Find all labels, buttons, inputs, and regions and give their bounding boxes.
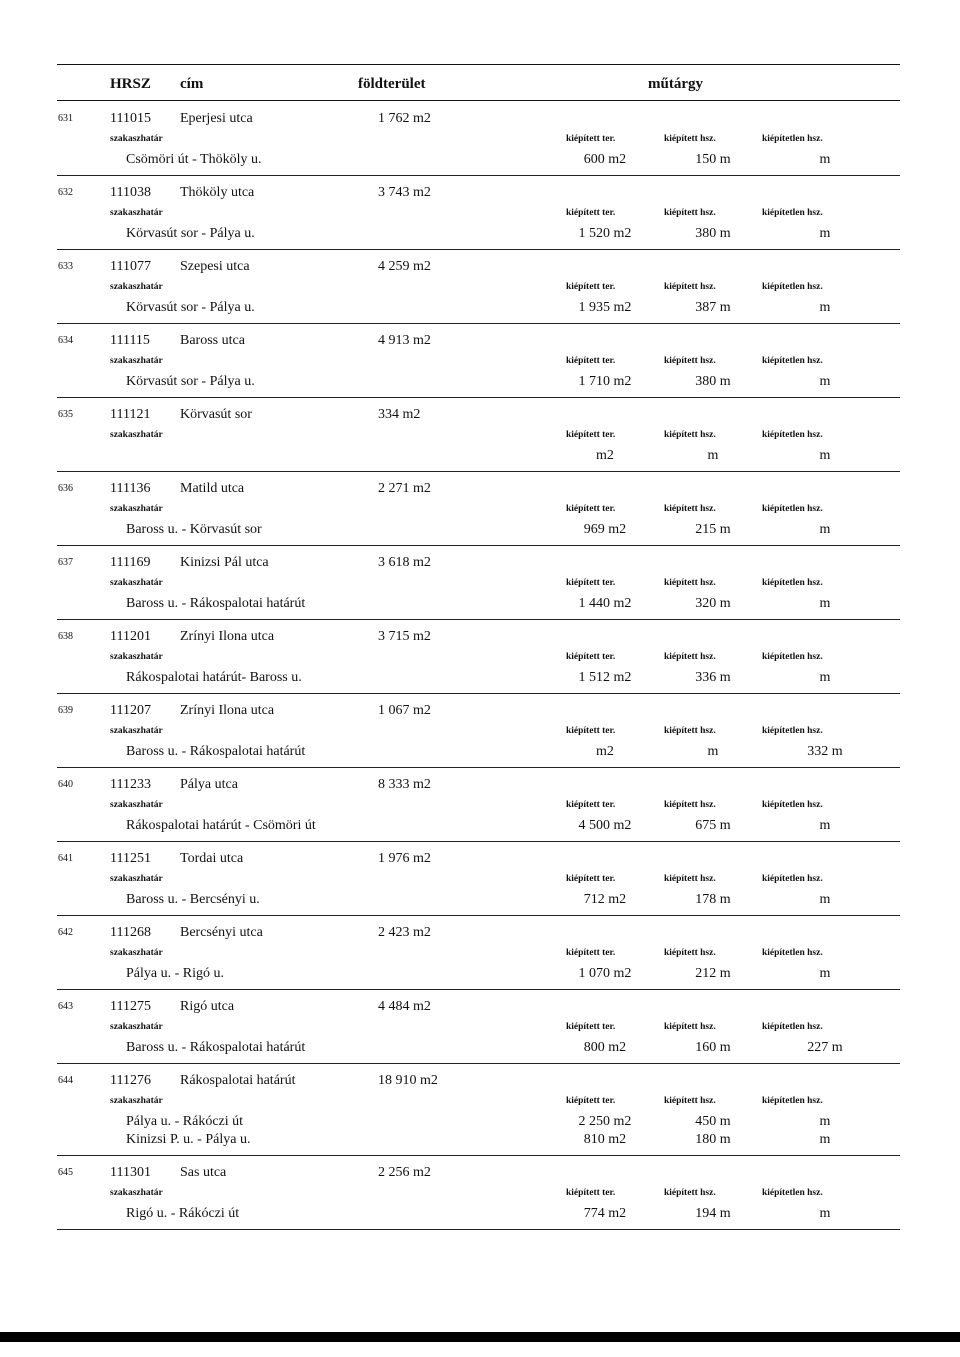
segment-kiepitett-ter: 810 m2 bbox=[583, 1132, 627, 1147]
szakaszhatar-label: szakaszhatár bbox=[110, 356, 163, 366]
record-number: 641 bbox=[58, 853, 73, 864]
segment-kiepitett-hsz: 178 m bbox=[695, 892, 731, 907]
record-number: 645 bbox=[58, 1167, 73, 1178]
record-rule bbox=[57, 619, 900, 620]
record-number: 639 bbox=[58, 705, 73, 716]
segment-kiepitett-ter: 1 070 m2 bbox=[578, 966, 632, 981]
header-hrsz: HRSZ bbox=[110, 76, 151, 92]
segment-kiepitett-ter: 2 250 m2 bbox=[578, 1114, 632, 1129]
kiepitett-ter-label: kiépített ter. bbox=[566, 1188, 616, 1198]
record-street: Kinizsi Pál utca bbox=[180, 555, 269, 570]
kiepitetlen-hsz-label: kiépítetlen hsz. bbox=[762, 282, 823, 292]
segment-text: Körvasút sor - Pálya u. bbox=[126, 374, 255, 389]
segment-kiepitett-hsz: 380 m bbox=[695, 374, 731, 389]
segment-kiepitett-hsz: 336 m bbox=[695, 670, 731, 685]
record-rule bbox=[57, 545, 900, 546]
record-rule bbox=[57, 1155, 900, 1156]
record-rule bbox=[57, 1229, 900, 1230]
kiepitett-ter-label: kiépített ter. bbox=[566, 800, 616, 810]
record-hrsz: 111136 bbox=[110, 481, 151, 496]
segment-row bbox=[0, 1114, 960, 1132]
record-rule bbox=[57, 397, 900, 398]
segment-kiepitett-hsz: 320 m bbox=[695, 596, 731, 611]
segment-text: Körvasút sor - Pálya u. bbox=[126, 300, 255, 315]
kiepitett-hsz-label: kiépített hsz. bbox=[664, 874, 716, 884]
segment-kiepitett-hsz: m bbox=[707, 744, 719, 759]
segment-kiepitett-ter: 1 440 m2 bbox=[578, 596, 632, 611]
record-number: 631 bbox=[58, 113, 73, 124]
segment-text: Kinizsi P. u. - Pálya u. bbox=[126, 1132, 251, 1147]
record-street: Bercsényi utca bbox=[180, 925, 263, 940]
record-number: 638 bbox=[58, 631, 73, 642]
kiepitett-hsz-label: kiépített hsz. bbox=[664, 948, 716, 958]
record-row bbox=[0, 702, 960, 776]
kiepitett-hsz-label: kiépített hsz. bbox=[664, 356, 716, 366]
record-hrsz: 111207 bbox=[110, 703, 151, 718]
segment-kiepitetlen-hsz: m bbox=[819, 1114, 831, 1129]
record-hrsz: 111015 bbox=[110, 111, 151, 126]
segment-kiepitett-ter: 774 m2 bbox=[583, 1206, 627, 1221]
record-rule bbox=[57, 323, 900, 324]
segment-kiepitett-hsz: 180 m bbox=[695, 1132, 731, 1147]
kiepitetlen-hsz-label: kiépítetlen hsz. bbox=[762, 1022, 823, 1032]
szakaszhatar-label: szakaszhatár bbox=[110, 1188, 163, 1198]
record-row bbox=[0, 1072, 960, 1164]
kiepitett-hsz-label: kiépített hsz. bbox=[664, 652, 716, 662]
szakaszhatar-label: szakaszhatár bbox=[110, 1096, 163, 1106]
segment-kiepitett-hsz: 450 m bbox=[695, 1114, 731, 1129]
segment-kiepitetlen-hsz: m bbox=[819, 1206, 831, 1221]
segment-kiepitett-hsz: 150 m bbox=[695, 152, 731, 167]
record-rule bbox=[57, 915, 900, 916]
kiepitetlen-hsz-label: kiépítetlen hsz. bbox=[762, 430, 823, 440]
record-number: 633 bbox=[58, 261, 73, 272]
szakaszhatar-label: szakaszhatár bbox=[110, 800, 163, 810]
kiepitetlen-hsz-label: kiépítetlen hsz. bbox=[762, 948, 823, 958]
kiepitetlen-hsz-label: kiépítetlen hsz. bbox=[762, 504, 823, 514]
record-number: 644 bbox=[58, 1075, 73, 1086]
segment-kiepitett-hsz: m bbox=[707, 448, 719, 463]
record-area: 1 067 m2 bbox=[378, 703, 431, 718]
kiepitetlen-hsz-label: kiépítetlen hsz. bbox=[762, 356, 823, 366]
segment-kiepitetlen-hsz: m bbox=[819, 818, 831, 833]
record-row bbox=[0, 406, 960, 480]
szakaszhatar-label: szakaszhatár bbox=[110, 430, 163, 440]
records-list bbox=[0, 110, 960, 1238]
record-hrsz: 111121 bbox=[110, 407, 151, 422]
segment-row bbox=[0, 1040, 960, 1058]
record-row bbox=[0, 776, 960, 850]
segment-kiepitett-ter: 712 m2 bbox=[583, 892, 627, 907]
record-hrsz: 111251 bbox=[110, 851, 151, 866]
kiepitetlen-hsz-label: kiépítetlen hsz. bbox=[762, 1188, 823, 1198]
segment-kiepitetlen-hsz: m bbox=[819, 448, 831, 463]
segment-text: Pálya u. - Rigó u. bbox=[126, 966, 224, 981]
segment-kiepitett-ter: m2 bbox=[596, 448, 614, 463]
kiepitett-hsz-label: kiépített hsz. bbox=[664, 800, 716, 810]
szakaszhatar-label: szakaszhatár bbox=[110, 578, 163, 588]
record-number: 634 bbox=[58, 335, 73, 346]
record-row bbox=[0, 998, 960, 1072]
kiepitett-ter-label: kiépített ter. bbox=[566, 726, 616, 736]
segment-row bbox=[0, 892, 960, 910]
kiepitett-hsz-label: kiépített hsz. bbox=[664, 578, 716, 588]
segment-row bbox=[0, 818, 960, 836]
record-street: Körvasút sor bbox=[180, 407, 252, 422]
record-row bbox=[0, 110, 960, 184]
kiepitetlen-hsz-label: kiépítetlen hsz. bbox=[762, 578, 823, 588]
record-row bbox=[0, 258, 960, 332]
record-area: 1 762 m2 bbox=[378, 111, 431, 126]
record-street: Matild utca bbox=[180, 481, 245, 496]
record-street: Pálya utca bbox=[180, 777, 238, 792]
record-street: Zrínyi Ilona utca bbox=[180, 629, 275, 644]
record-rule bbox=[57, 471, 900, 472]
segment-row bbox=[0, 966, 960, 984]
record-area: 2 423 m2 bbox=[378, 925, 431, 940]
segment-row bbox=[0, 744, 960, 762]
segment-text: Csömöri út - Thököly u. bbox=[126, 152, 262, 167]
segment-kiepitett-hsz: 160 m bbox=[695, 1040, 731, 1055]
record-area: 4 484 m2 bbox=[378, 999, 431, 1014]
record-rule bbox=[57, 693, 900, 694]
kiepitetlen-hsz-label: kiépítetlen hsz. bbox=[762, 652, 823, 662]
kiepitett-ter-label: kiépített ter. bbox=[566, 356, 616, 366]
kiepitett-hsz-label: kiépített hsz. bbox=[664, 504, 716, 514]
segment-kiepitetlen-hsz: 227 m bbox=[807, 1040, 843, 1055]
kiepitett-hsz-label: kiépített hsz. bbox=[664, 1022, 716, 1032]
record-hrsz: 111115 bbox=[110, 333, 150, 348]
record-row bbox=[0, 924, 960, 998]
record-hrsz: 111233 bbox=[110, 777, 151, 792]
record-hrsz: 111201 bbox=[110, 629, 151, 644]
record-street: Zrínyi Ilona utca bbox=[180, 703, 275, 718]
segment-row bbox=[0, 448, 960, 466]
kiepitett-ter-label: kiépített ter. bbox=[566, 578, 616, 588]
segment-kiepitett-ter: 600 m2 bbox=[583, 152, 627, 167]
segment-text: Rigó u. - Rákóczi út bbox=[126, 1206, 240, 1221]
szakaszhatar-label: szakaszhatár bbox=[110, 652, 163, 662]
kiepitett-ter-label: kiépített ter. bbox=[566, 208, 616, 218]
segment-text: Baross u. - Rákospalotai határút bbox=[126, 744, 306, 759]
record-number: 636 bbox=[58, 483, 73, 494]
segment-kiepitett-hsz: 675 m bbox=[695, 818, 731, 833]
segment-row bbox=[0, 1132, 960, 1150]
segment-kiepitett-ter: 1 520 m2 bbox=[578, 226, 632, 241]
segment-text: Rákospalotai határút- Baross u. bbox=[126, 670, 302, 685]
record-hrsz: 111077 bbox=[110, 259, 151, 274]
record-hrsz: 111275 bbox=[110, 999, 151, 1014]
segment-row bbox=[0, 670, 960, 688]
szakaszhatar-label: szakaszhatár bbox=[110, 1022, 163, 1032]
segment-kiepitett-ter: 1 512 m2 bbox=[578, 670, 632, 685]
kiepitett-ter-label: kiépített ter. bbox=[566, 1022, 616, 1032]
record-row bbox=[0, 1164, 960, 1238]
kiepitetlen-hsz-label: kiépítetlen hsz. bbox=[762, 134, 823, 144]
segment-kiepitetlen-hsz: m bbox=[819, 152, 831, 167]
segment-kiepitett-ter: 4 500 m2 bbox=[578, 818, 632, 833]
record-rule bbox=[57, 175, 900, 176]
record-rule bbox=[57, 1063, 900, 1064]
kiepitett-hsz-label: kiépített hsz. bbox=[664, 726, 716, 736]
szakaszhatar-label: szakaszhatár bbox=[110, 726, 163, 736]
header-mutargy: műtárgy bbox=[648, 76, 703, 92]
record-street: Baross utca bbox=[180, 333, 245, 348]
segment-kiepitett-ter: 1 935 m2 bbox=[578, 300, 632, 315]
segment-row bbox=[0, 374, 960, 392]
kiepitett-hsz-label: kiépített hsz. bbox=[664, 430, 716, 440]
kiepitett-hsz-label: kiépített hsz. bbox=[664, 282, 716, 292]
record-hrsz: 111169 bbox=[110, 555, 151, 570]
kiepitett-hsz-label: kiépített hsz. bbox=[664, 1096, 716, 1106]
record-rule bbox=[57, 989, 900, 990]
record-row bbox=[0, 184, 960, 258]
kiepitetlen-hsz-label: kiépítetlen hsz. bbox=[762, 874, 823, 884]
segment-kiepitett-hsz: 194 m bbox=[695, 1206, 731, 1221]
record-number: 642 bbox=[58, 927, 73, 938]
kiepitett-ter-label: kiépített ter. bbox=[566, 1096, 616, 1106]
segment-kiepitett-ter: 969 m2 bbox=[583, 522, 627, 537]
record-area: 4 913 m2 bbox=[378, 333, 431, 348]
segment-kiepitett-hsz: 387 m bbox=[695, 300, 731, 315]
segment-text: Baross u. - Bercsényi u. bbox=[126, 892, 260, 907]
kiepitett-hsz-label: kiépített hsz. bbox=[664, 134, 716, 144]
record-rule bbox=[57, 767, 900, 768]
kiepitetlen-hsz-label: kiépítetlen hsz. bbox=[762, 800, 823, 810]
segment-row bbox=[0, 596, 960, 614]
record-area: 18 910 m2 bbox=[378, 1073, 438, 1088]
szakaszhatar-label: szakaszhatár bbox=[110, 208, 163, 218]
segment-text: Baross u. - Rákospalotai határút bbox=[126, 1040, 306, 1055]
kiepitett-ter-label: kiépített ter. bbox=[566, 430, 616, 440]
segment-row bbox=[0, 152, 960, 170]
record-area: 3 715 m2 bbox=[378, 629, 431, 644]
kiepitett-ter-label: kiépített ter. bbox=[566, 948, 616, 958]
segment-kiepitett-hsz: 380 m bbox=[695, 226, 731, 241]
record-number: 640 bbox=[58, 779, 73, 790]
record-rule bbox=[57, 249, 900, 250]
record-street: Szepesi utca bbox=[180, 259, 250, 274]
record-hrsz: 111301 bbox=[110, 1165, 151, 1180]
segment-row bbox=[0, 522, 960, 540]
segment-kiepitetlen-hsz: m bbox=[819, 596, 831, 611]
record-area: 2 256 m2 bbox=[378, 1165, 431, 1180]
kiepitetlen-hsz-label: kiépítetlen hsz. bbox=[762, 1096, 823, 1106]
szakaszhatar-label: szakaszhatár bbox=[110, 282, 163, 292]
segment-row bbox=[0, 226, 960, 244]
record-area: 334 m2 bbox=[378, 407, 421, 422]
szakaszhatar-label: szakaszhatár bbox=[110, 504, 163, 514]
segment-kiepitetlen-hsz: m bbox=[819, 374, 831, 389]
segment-kiepitetlen-hsz: m bbox=[819, 966, 831, 981]
segment-kiepitett-hsz: 215 m bbox=[695, 522, 731, 537]
record-number: 637 bbox=[58, 557, 73, 568]
bottom-bar bbox=[0, 1332, 960, 1342]
record-area: 4 259 m2 bbox=[378, 259, 431, 274]
record-number: 635 bbox=[58, 409, 73, 420]
szakaszhatar-label: szakaszhatár bbox=[110, 948, 163, 958]
record-area: 3 743 m2 bbox=[378, 185, 431, 200]
record-row bbox=[0, 850, 960, 924]
kiepitett-ter-label: kiépített ter. bbox=[566, 652, 616, 662]
segment-row bbox=[0, 300, 960, 318]
kiepitett-ter-label: kiépített ter. bbox=[566, 874, 616, 884]
kiepitett-ter-label: kiépített ter. bbox=[566, 134, 616, 144]
record-number: 632 bbox=[58, 187, 73, 198]
record-street: Sas utca bbox=[180, 1165, 227, 1180]
record-row bbox=[0, 628, 960, 702]
segment-text: Pálya u. - Rákóczi út bbox=[126, 1114, 244, 1129]
record-street: Thököly utca bbox=[180, 185, 255, 200]
record-street: Rigó utca bbox=[180, 999, 235, 1014]
szakaszhatar-label: szakaszhatár bbox=[110, 134, 163, 144]
record-hrsz: 111268 bbox=[110, 925, 151, 940]
record-row bbox=[0, 480, 960, 554]
record-area: 8 333 m2 bbox=[378, 777, 431, 792]
segment-kiepitetlen-hsz: 332 m bbox=[807, 744, 843, 759]
kiepitett-ter-label: kiépített ter. bbox=[566, 282, 616, 292]
record-number: 643 bbox=[58, 1001, 73, 1012]
record-area: 1 976 m2 bbox=[378, 851, 431, 866]
kiepitetlen-hsz-label: kiépítetlen hsz. bbox=[762, 726, 823, 736]
segment-text: Baross u. - Körvasút sor bbox=[126, 522, 262, 537]
record-hrsz: 111038 bbox=[110, 185, 151, 200]
segment-kiepitetlen-hsz: m bbox=[819, 522, 831, 537]
segment-kiepitett-ter: m2 bbox=[596, 744, 614, 759]
header-cim: cím bbox=[180, 76, 204, 92]
kiepitetlen-hsz-label: kiépítetlen hsz. bbox=[762, 208, 823, 218]
record-rule bbox=[57, 841, 900, 842]
segment-kiepitetlen-hsz: m bbox=[819, 670, 831, 685]
segment-row bbox=[0, 1206, 960, 1224]
record-street: Tordai utca bbox=[180, 851, 244, 866]
segment-kiepitetlen-hsz: m bbox=[819, 226, 831, 241]
record-row bbox=[0, 554, 960, 628]
segment-kiepitetlen-hsz: m bbox=[819, 300, 831, 315]
segment-kiepitett-ter: 1 710 m2 bbox=[578, 374, 632, 389]
segment-kiepitett-hsz: 212 m bbox=[695, 966, 731, 981]
record-street: Eperjesi utca bbox=[180, 111, 253, 126]
kiepitett-hsz-label: kiépített hsz. bbox=[664, 208, 716, 218]
kiepitett-ter-label: kiépített ter. bbox=[566, 504, 616, 514]
kiepitett-hsz-label: kiépített hsz. bbox=[664, 1188, 716, 1198]
record-row bbox=[0, 332, 960, 406]
segment-kiepitetlen-hsz: m bbox=[819, 892, 831, 907]
szakaszhatar-label: szakaszhatár bbox=[110, 874, 163, 884]
segment-text: Baross u. - Rákospalotai határút bbox=[126, 596, 306, 611]
top-rule bbox=[57, 64, 900, 65]
record-street: Rákospalotai határút bbox=[180, 1073, 296, 1088]
record-area: 2 271 m2 bbox=[378, 481, 431, 496]
header-rule bbox=[57, 100, 900, 101]
header-foldterulet: földterület bbox=[358, 76, 426, 92]
segment-kiepitetlen-hsz: m bbox=[819, 1132, 831, 1147]
segment-text: Rákospalotai határút - Csömöri út bbox=[126, 818, 316, 833]
record-hrsz: 111276 bbox=[110, 1073, 151, 1088]
record-area: 3 618 m2 bbox=[378, 555, 431, 570]
segment-kiepitett-ter: 800 m2 bbox=[583, 1040, 627, 1055]
segment-text: Körvasút sor - Pálya u. bbox=[126, 226, 255, 241]
